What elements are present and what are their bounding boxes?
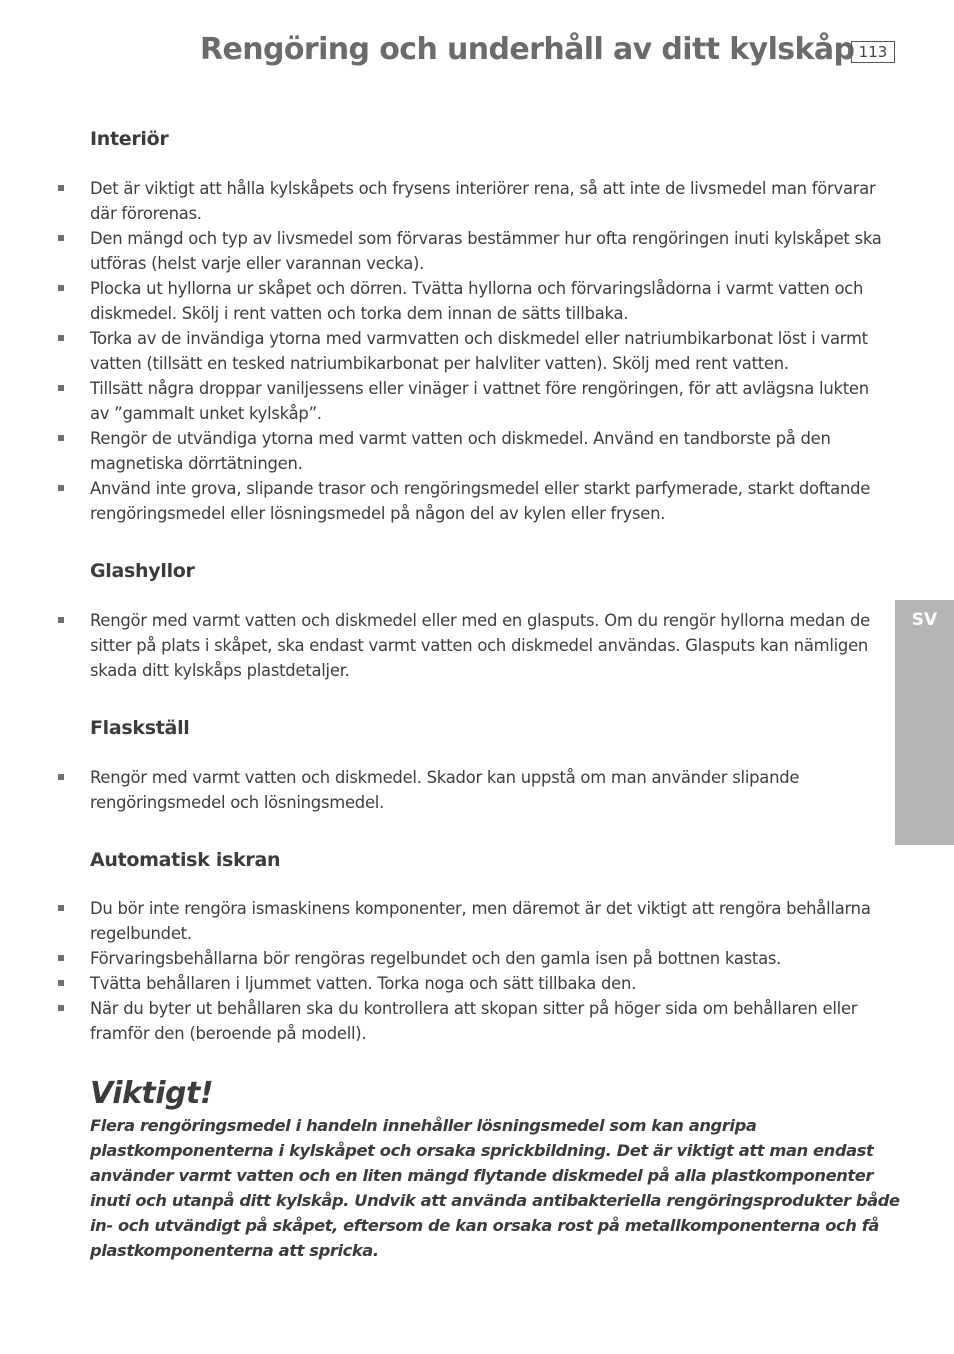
list-item — [56, 376, 891, 426]
ice-maker-list — [56, 896, 891, 1046]
bullet-marker — [58, 235, 64, 241]
list-item — [56, 896, 891, 946]
important-notice-line: in- och utvändigt på skåpet, eftersom de kan orsaka rost på metallkomponenterna och få — [90, 1216, 879, 1235]
list-item-text: Tillsätt några droppar vaniljessens eller vinäger i vattnet före rengöringen, för att avlägsna lukten av ”gammalt unket kylskåp”. — [90, 379, 869, 423]
bullet-marker — [58, 955, 64, 961]
interior-list — [56, 176, 891, 526]
bottle-rack-list — [56, 765, 891, 815]
bullet-marker — [58, 385, 64, 391]
list-item-text: Rengör med varmt vatten och diskmedel. Skador kan uppstå om man använder slipande rengöringsmedel och lösningsmedel. — [90, 768, 800, 812]
list-item-text: Den mängd och typ av livsmedel som förvaras bestämmer hur ofta rengöringen inuti kylskåpet ska utföras (helst varje eller varannan vecka). — [90, 229, 882, 273]
section-heading-bottle-rack: Flaskställ — [90, 717, 190, 739]
page-title: Rengöring och underhåll av ditt kylskåp — [200, 32, 855, 67]
list-item — [56, 996, 891, 1046]
important-notice-line: använder varmt vatten och en liten mängd flytande diskmedel på alla plastkomponenter — [90, 1166, 874, 1185]
list-item — [56, 946, 891, 971]
list-item — [56, 476, 891, 526]
list-item-text: När du byter ut behållaren ska du kontrollera att skopan sitter på höger sida om behållaren eller framför den (beroende på modell). — [90, 999, 858, 1043]
list-item-text: Torka av de invändiga ytorna med varmvatten och diskmedel eller natriumbikarbonat löst i varmt vatten (tillsätt en tesked natriumbikarbonat per halvliter vatten). Skölj med rent vatten. — [90, 329, 868, 373]
bullet-marker — [58, 285, 64, 291]
glass-shelves-list — [56, 608, 891, 683]
list-item-text: Använd inte grova, slipande trasor och rengöringsmedel eller starkt parfymerade, starkt doftande rengöringsmedel eller lösningsmedel på någon del av kylen eller frysen. — [90, 479, 871, 523]
language-tab-label: SV — [911, 610, 938, 630]
section-heading-ice-maker: Automatisk iskran — [90, 849, 281, 871]
important-notice-text — [90, 1113, 900, 1263]
section-heading-glass-shelves: Glashyllor — [90, 560, 195, 582]
bullet-marker — [58, 905, 64, 911]
list-item — [56, 276, 891, 326]
list-item — [56, 176, 891, 226]
list-item — [56, 608, 891, 683]
bullet-marker — [58, 485, 64, 491]
list-item — [56, 426, 891, 476]
bullet-marker — [58, 335, 64, 341]
list-item — [56, 326, 891, 376]
list-item-text: Plocka ut hyllorna ur skåpet och dörren. Tvätta hyllorna och förvaringslådorna i varmt vatten och diskmedel. Skölj i rent vatten och torka dem innan de sätts tillbaka. — [90, 279, 864, 323]
important-notice-line: plastkomponenterna att spricka. — [90, 1241, 379, 1260]
bullet-marker — [58, 774, 64, 780]
list-item — [56, 226, 891, 276]
language-tab — [895, 600, 954, 845]
list-item-text: Tvätta behållaren i ljummet vatten. Torka noga och sätt tillbaka den. — [90, 974, 637, 993]
important-notice-line: inuti och utanpå ditt kylskåp. Undvik att använda antibakteriella rengöringsprodukter både — [90, 1191, 900, 1210]
list-item-text: Förvaringsbehållarna bör rengöras regelbundet och den gamla isen på bottnen kastas. — [90, 949, 782, 968]
bullet-marker — [58, 980, 64, 986]
bullet-marker — [58, 185, 64, 191]
bullet-marker — [58, 617, 64, 623]
bullet-marker — [58, 1005, 64, 1011]
page-number: 113 — [851, 41, 895, 63]
important-notice-line: Flera rengöringsmedel i handeln innehåller lösningsmedel som kan angripa — [90, 1116, 757, 1135]
important-notice-title: Viktigt! — [90, 1076, 214, 1111]
list-item-text: Det är viktigt att hålla kylskåpets och frysens interiörer rena, så att inte de livsmedel man förvarar där förorenas. — [90, 179, 876, 223]
list-item-text: Rengör med varmt vatten och diskmedel eller med en glasputs. Om du rengör hyllorna medan de sitter på plats i skåpet, ska endast varmt vatten och diskmedel användas. Glasputs kan nämligen skada ditt kylskåps plastdetaljer. — [90, 611, 870, 680]
list-item-text: Du bör inte rengöra ismaskinens komponenter, men däremot är det viktigt att rengöra behållarna regelbundet. — [90, 899, 871, 943]
section-heading-interior: Interiör — [90, 128, 169, 150]
list-item — [56, 765, 891, 815]
list-item — [56, 971, 891, 996]
bullet-marker — [58, 435, 64, 441]
list-item-text: Rengör de utvändiga ytorna med varmt vatten och diskmedel. Använd en tandborste på den magnetiska dörrtätningen. — [90, 429, 831, 473]
important-notice-line: plastkomponenterna i kylskåpet och orsaka sprickbildning. Det är viktigt att man endast — [90, 1141, 874, 1160]
